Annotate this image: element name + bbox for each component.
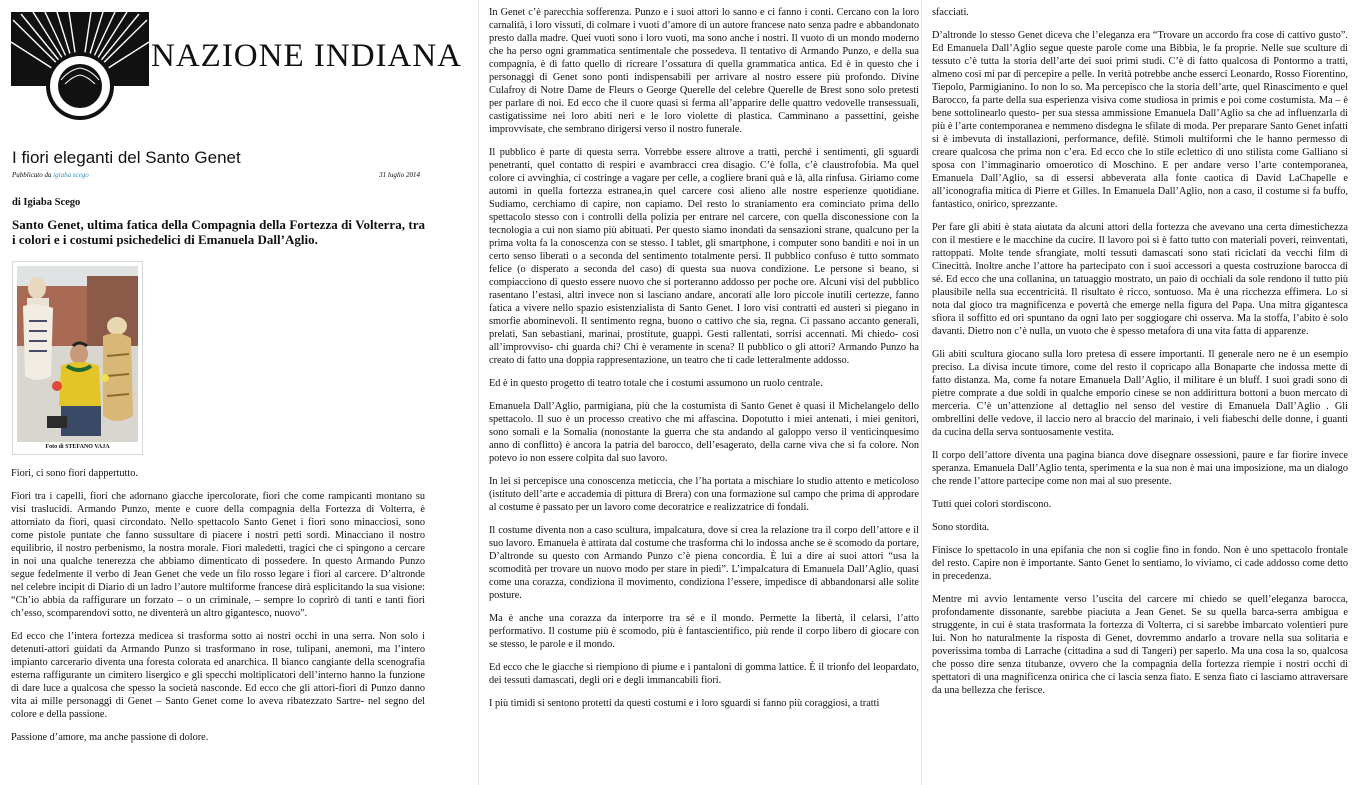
paragraph: D’altronde lo stesso Genet diceva che l’eleganza era “Trovare un accordo fra cose di cattivo gusto”. Ed Emanuela Dall’Aglio segue queste parole come una Bibbia, le fa proprie. Nelle sue sculture di tessuto c’è tutta la storia dell’arte dei suoi primi studi. C’è di fatto qualcosa di Pontormo a tratti, almeno così mi par di percepire a pelle. In verità potrebbe anche esserci Leonardo, Rosso Fiorentino, Tiepolo, Parmigianino. Io non lo so. Ma percepisco che la storia dell’arte, quel Rinascimento e quel Barocco, fa parte della sua esperienza visiva come studiosa in primis e poi come costumista. Ma – è bene sottolinearlo questo- per sua stessa ammissione Emanuela Dall’Aglio sa che ad influenzarla di più è l’arte contemporanea e nemmeno disdegna le sfilate di moda. Per preparare Santo Genet infatti si è imbevuta di installazioni, performance, defilè. Stimoli multiformi che le hanno permesso di creare qualcosa che prima non c’era. Ed ecco che lo stile eclettico di uno stilista come Galliano si sposa con l’immaginario omoerotico di Moschino. E per andare verso l’arte contemporanea, Emanuela Dall’Aglio, sa di essersi abbeverata alla fonte caotica di David LaChapelle e all’iconografia mitica di Pierre et Gilles. In Emanuela Dall’Aglio, non a caso, il costume si fa buffo, fantastico, onirico, sprezzante.: [932, 30, 1348, 210]
paragraph: Fiori tra i capelli, fiori che adornano giacche ipercolorate, fiori che come rampicanti montano su visi traslucidi. Armando Punzo, mente e cuore della compagnia della Fortezza di Volterra, è attorniato da fiori, quasi circondato. Nello spettacolo Santo Genet i fiori sono minacciosi, sono come pistole puntate che fanno sussultare di piacere i nostri petti sordi. Minacciano il nostro equilibrio, il nostro perbenismo, la nostra morale. Fiori maledetti, tragici che ci spingono a cercare in noi una qualche tenerezza che abbiamo dimenticato di possedere. In questo Armando Punzo segue fedelmente il verbo di Jean Genet che vede un filo rosso legare i fiori al carcere. D’altronde nel celebre incipit di Diario di un ladro l’autore multiforme francese dirà esplicitando la sua visione: “Ch’io abbia da raffigurare un forzato – o un criminale, – sempre lo coprirò di tanti e tanti fiori ch’esso, scomparendovi sotto, ne diventerà un altro gigantesco, nuovo”.: [11, 491, 425, 619]
paragraph: Il corpo dell’attore diventa una pagina bianca dove disegnare ossessioni, paure e far fiorire invece speranza. Emanuela Dall’Aglio tenta, sperimenta e la sua non è mai una imposizione, ma un dialogo che rende l’attore partecipe come non mai al suo presente.: [932, 450, 1348, 487]
published-prefix: Pubblicato da: [12, 171, 52, 179]
sunrise-logo-icon: [11, 12, 149, 86]
paragraph: Gli abiti scultura giocano sulla loro pretesa di essere importanti. Il generale nero ne è un esempio preciso. La divisa incute timore, come del resto il copricapo alla Bonaparte che indossa mette di fatto distanza. Ma, come fa notare Emanuela Dall’Aglio, il militare è un bluff. I suoi gradi sono di pietre comprate a due soldi in qualche emporio cinese se non addirittura bottoni a buon mercato di merceria. C’è un’attenzione al dettaglio nel senso del vestire di Emanuela Dall’Aglio . Gli ombrellini delle vedove, il laccio nero al braccio del marinaio, i veli fiabeschi delle donne, i guanti da cucina della serva sontuosamente vestita.: [932, 349, 1348, 438]
column-left: [0, 0, 463, 785]
column-right: [921, 0, 1356, 785]
site-title[interactable]: NAZIONE INDIANA: [151, 38, 463, 74]
paragraph: In lei si percepisce una conoscenza meticcia, che l’ha portata a mischiare lo studio attento e meticoloso (istituto dell’arte e accademia di pittura di Brera) con una formazione sul campo che prima di approdare al costume è passato per un lavoro come decoratrice e realizzatrice di fondali.: [489, 476, 919, 513]
paragraph: Finisce lo spettacolo in una epifania che non si coglie fino in fondo. Non è uno spettacolo frontale del resto. Capire non è importante. Santo Genet lo sentiamo, lo viviamo, ci cade addosso come detto in precedenza.: [932, 545, 1348, 582]
paragraph: Emanuela Dall’Aglio, parmigiana, più che la costumista di Santo Genet è quasi il Michelangelo dello spettacolo. Il suo è un processo creativo che mi affascina. Dopotutto i miei antenati, i miei genitori, sono somali e la Somalia (nonostante la guerra che sta andando al galoppo verso il venticinquesimo anno di conflitto) è ancora la patria del barocco, dell’esagerato, della carne viva che si fa colore. Non potevo io non essere colpita dal suo lavoro.: [489, 401, 919, 464]
post-title: I fiori eleganti del Santo Genet: [12, 148, 241, 167]
column-middle: [478, 0, 922, 785]
site-header[interactable]: [11, 12, 463, 92]
paragraph: Passione d’amore, ma anche passione di dolore.: [11, 732, 209, 743]
costumed-actors-photo: [17, 266, 138, 442]
paragraph: Per fare gli abiti è stata aiutata da alcuni attori della fortezza che avevano una certa dimestichezza con il mestiere e le macchine da cucire. Il lavoro poi si è fatto tutto con materiali poveri, reinventati, rattoppati. Molte tende sfrangiate, molti tessuti damascati sono stati riciclati da vecchi film di Cinecittà. Inoltre anche l’attore ha partecipato con i suoi accessori a questa costruzione barocca di sé. Ed ecco che una collanina, un tatuaggio mostrato, un paio di occhiali da sole rendono il tutto più plausibile nella sua eccentricità. Il risultato è ricco, sontuoso. Ma è una ricchezza effimera. Lo si nota dal gioco tra magnificenza e povertà che emerge nella figura del Papa. Una mitra gigantesca sfiora il soffitto ed ori spuntano da ogni lato per soggiogare chi osserva. Ma la stoffa, l’abito è solo davanti. Dietro non c’è nulla, un vuoto che è spesso metafora di una vita fatta di apparenze.: [932, 222, 1348, 337]
post-meta: [11, 171, 425, 183]
paragraph: Ed ecco che le giacche si riempiono di piume e i pantaloni di gomma lattice. È il trionfo del leopardato, dei tessuti damascati, degli ori e degli immancabili fiori.: [489, 662, 919, 686]
paragraph: Ma è anche una corazza da interporre tra sé e il mondo. Permette la libertà, il celarsi, l’atto performativo. Il costume più è scomodo, più è fantascientifico, più rende il corpo libero di giocare con se stesso, le parole e il mondo.: [489, 613, 919, 650]
paragraph: Fiori, ci sono fiori dappertutto.: [11, 468, 138, 479]
article-photo[interactable]: [12, 261, 143, 455]
paragraph: I più timidi si sentono protetti da questi costumi e i loro sguardi si fanno più coraggiosi, a tratti: [489, 698, 880, 709]
article-subtitle: Santo Genet, ultima fatica della Compagnia della Fortezza di Volterra, tra i colori e i costumi psichedelici di Emanuela Dall’Aglio.: [12, 217, 425, 247]
paragraph: Tutti quei colori stordiscono.: [932, 499, 1052, 510]
paragraph: Il pubblico è parte di questa serra. Vorrebbe essere altrove a tratti, perché i sentimenti, gli sguardi penetranti, quel contatto di respiri e avambracci crea disagio. C’è folla, c’è claustrofobia. Ma quel colore ci avvinghia, ci costringe a vagare per celle, a cogliere brani quà e là, alla rinfusa. Giriamo come automi in quella fortezza estranea,in quel carcere così alieno alle nostre esperienze quotidiane. Sudiamo, cerchiamo di capire, non capiamo. Del resto lo straniamento era cominciato prima dello spettacolo stesso con i controlli della polizia per entrare nel carcere, con quella disconessione con la tecnologia a cui non siamo più abituati. Per questo siamo inondati da sensazioni strane, qualcuno per la prima volta fa la conoscenza con se stesso. I tablet, gli smartphone, i computer sono banditi e noi in un certo senso liberati o a seconda del sentimento totalmente persi. Il pubblico confuso è tutto sommato felice (o disperato a seconda del caso) di questa sua nuova condizione. Le persone si beano, si compiacciono di questo essere nuovo che si porteranno addosso per poche ore. Alcuni visi del pubblico rasentano l’estasi, altri invece non si lasciano andare, ancorati alle loro piccole inutili certezze, fanno fatica a vivere nello spazio esistenzialista di Santo Genet. I loro visi contratti ed austeri si piegano in smorfie abominevoli. Il sentimento regna, buono o cattivo che sia, regna. Ci passano accanto generali, prelati, San sebastiani, marinai, prostitute, guappi. Gesti rallentati, sorrisi accennati. Mi chiedo- così all’improvviso- chi guarda chi? Chi è veramente in scena? Il pubblico o gli attori? Armando Punzo ha creato di fatto una doppia rappresentazione, un teatro che ti cade letteralmente addosso.: [489, 147, 919, 366]
photo-caption: Foto di STEFANO VAJA: [45, 444, 110, 450]
paragraph: Il costume diventa non a caso scultura, impalcatura, dove si crea la relazione tra il corpo dell’attore e il suo lavoro. Emanuela è attirata dal costume che trasforma chi lo indossa anche se è scomodo da portare, D’altronde su questo con Armando Punzo c’è piena concordia. È lui a dire ai suoi attori “usa la scomodità per trovare un nuovo modo per stare in piedi”. L’impalcatura di Emanuela Dall’Aglio, quasi come una corazza, condiziona il movimento, condiziona l’essere, impedisce di abbandonarsi alle solite posture.: [489, 525, 919, 601]
byline: di Igiaba Scego: [12, 197, 81, 208]
post-date: 31 luglio 2014: [379, 171, 420, 179]
paragraph: Ed è in questo progetto di teatro totale che i costumi assumono un ruolo centrale.: [489, 378, 823, 389]
paragraph: Sono stordita.: [932, 522, 990, 533]
paragraph: Mentre mi avvio lentamente verso l’uscita del carcere mi chiedo se quell’eleganza barocca, profondamente dissonante, sarebbe piaciuta a Jean Genet. Se su quella barca-serra ambigua e struggente, in cui è stata trasformata la fortezza di Volterra, ci si sarebbe imbarcato volentieri pure lui. Non ho naturalmente la risposta di Genet, dovremmo andarlo a trovare nella sua solitaria e poverissima tomba di Larrache (cittadina a sud di Tangeri) per saperlo. Ma una cosa la so, qualcosa che posso dire senza titubanze, ovvero che la compagnia della fortezza riempie i nostri occhi di spettatori di una magnificenza onirica che ci lascia senza fiato. E senza fiato ci lasciamo attraversare da una bellezza che ferisce.: [932, 594, 1348, 696]
author-link[interactable]: igiaba scego: [53, 171, 89, 179]
paragraph: sfacciati.: [932, 7, 969, 18]
paragraph: In Genet c’è parecchia sofferenza. Punzo e i suoi attori lo sanno e ci fanno i conti. Cercano con la loro carnalità, i loro vissuti, di colmare i vuoti d’amore di un autore francese nato senza padre e abbandonato presto dalla madre. Quei vuoti sono i loro vuoti, ma sono anche i nostri. Il vuoto di un mondo moderno che ha perso ogni grammatica sentimentale che possedeva. Il tentativo di Armando Punzo, e della sua compagnia, è di fatto quello di ricreare l’ossatura di quella grammatica antica. Ed è in questo che i personaggi di Genet sono ponti indispensabili per arrivare al nostro essere più profondo. Divine Culafroy di Notre Dame de Fleurs o George Querelle del celebre Querelle de Brest sono solo pretesti per parlare di noi. Ed ecco che il cuore quasi si ferma all’apparire delle quattro vedovelle transessuali, castigatissime nei loro abiti neri e le loro violette di plastica. Camminano a passettini, geishe improvvisate, che sembrano dirigersi verso il nostro funerale.: [489, 7, 919, 135]
paragraph: Ed ecco che l’intera fortezza medicea si trasforma sotto ai nostri occhi in una serra. Non solo i detenuti-attori guidati da Armando Punzo si trasformano in rose, tulipani, anemoni, ma l’intero impianto carcerario diventa una foresta colorata ed anarchica. Il bianco cangiante della scenografia esterna raffigurante un cimitero lisergico e gli specchi moltiplicatori dell’interno hanno la funzione di dare luce a qualcosa che spesso la società nasconde. Ed ecco che gli attori-fiori di Punzo danno vita ai mille personaggi di Genet – Santo Genet come lo aveva ribatezzato Sartre- nel segno del colore e della passione.: [11, 631, 425, 720]
published-by: [12, 171, 89, 179]
